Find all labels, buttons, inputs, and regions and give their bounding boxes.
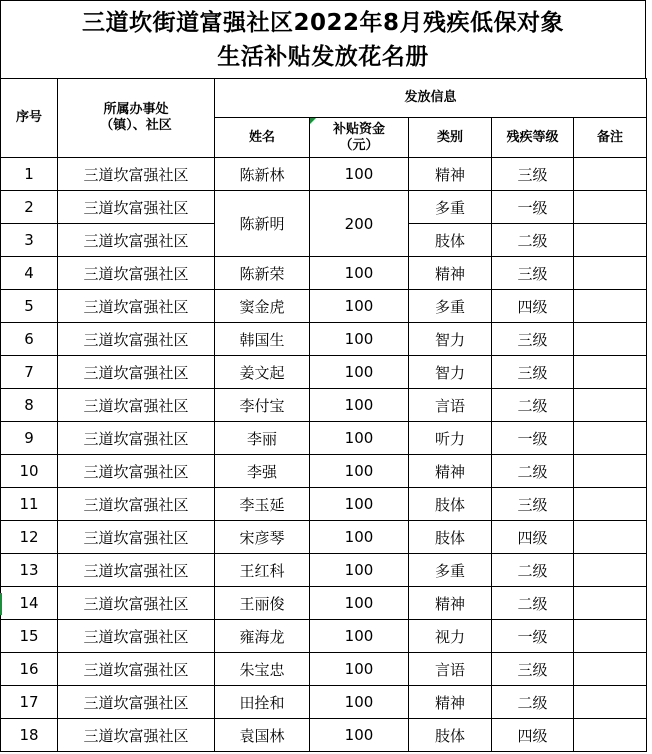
roster-body	[1, 158, 647, 752]
cell-amount[interactable]: 100	[310, 686, 409, 719]
table-row	[1, 191, 647, 224]
cell-type[interactable]: 多重	[409, 290, 492, 323]
table-row	[1, 422, 647, 455]
cell-name[interactable]: 朱宝忠	[215, 653, 310, 686]
table-row	[1, 587, 647, 620]
cell-note[interactable]	[574, 719, 647, 752]
cell-office[interactable]: 三道坎富强社区	[58, 554, 215, 587]
cell-amount[interactable]: 100	[310, 455, 409, 488]
cell-office[interactable]: 三道坎富强社区	[58, 587, 215, 620]
cell-seq[interactable]: 6	[1, 323, 58, 356]
cell-type[interactable]: 言语	[409, 653, 492, 686]
cell-level[interactable]: 二级	[492, 389, 574, 422]
cell-seq[interactable]: 9	[1, 422, 58, 455]
cell-office[interactable]: 三道坎富强社区	[58, 158, 215, 191]
cell-note[interactable]	[574, 587, 647, 620]
cell-amount-merged[interactable]: 200	[310, 191, 409, 257]
title-line-1: 三道坎街道富强社区2022年8月残疾低保对象	[81, 9, 565, 36]
cell-note[interactable]	[574, 290, 647, 323]
cell-amount[interactable]: 100	[310, 587, 409, 620]
cell-office[interactable]: 三道坎富强社区	[58, 422, 215, 455]
cell-office[interactable]: 三道坎富强社区	[58, 389, 215, 422]
cell-office[interactable]: 三道坎富强社区	[58, 620, 215, 653]
cell-type[interactable]: 肢体	[409, 521, 492, 554]
header-level[interactable]: 残疾等级	[492, 118, 574, 158]
cell-type[interactable]: 视力	[409, 620, 492, 653]
cell-office[interactable]: 三道坎富强社区	[58, 719, 215, 752]
table-row	[1, 653, 647, 686]
cell-seq[interactable]: 2	[1, 191, 58, 224]
cell-type[interactable]: 肢体	[409, 719, 492, 752]
cell-amount[interactable]: 100	[310, 290, 409, 323]
cell-level[interactable]: 一级	[492, 191, 574, 224]
cell-office[interactable]: 三道坎富强社区	[58, 488, 215, 521]
cell-type[interactable]: 肢体	[409, 224, 492, 257]
cell-type[interactable]: 精神	[409, 455, 492, 488]
table-row	[1, 389, 647, 422]
cell-name[interactable]: 王丽俊	[215, 587, 310, 620]
table-row	[1, 290, 647, 323]
cell-type[interactable]: 言语	[409, 389, 492, 422]
cell-note[interactable]	[574, 389, 647, 422]
cell-office[interactable]: 三道坎富强社区	[58, 224, 215, 257]
cell-seq[interactable]: 8	[1, 389, 58, 422]
cell-note[interactable]	[574, 686, 647, 719]
cell-seq[interactable]: 13	[1, 554, 58, 587]
cell-office[interactable]: 三道坎富强社区	[58, 191, 215, 224]
cell-type[interactable]: 智力	[409, 356, 492, 389]
cell-level[interactable]: 二级	[492, 686, 574, 719]
cell-name[interactable]: 田拴和	[215, 686, 310, 719]
header-amount-line1: 补贴资金	[332, 121, 385, 137]
cell-level[interactable]: 四级	[492, 290, 574, 323]
table-row	[1, 323, 647, 356]
cell-level[interactable]: 二级	[492, 224, 574, 257]
cell-level[interactable]: 三级	[492, 158, 574, 191]
cell-name[interactable]: 陈新林	[215, 158, 310, 191]
cell-seq[interactable]: 10	[1, 455, 58, 488]
cell-name[interactable]: 韩国生	[215, 323, 310, 356]
cell-office[interactable]: 三道坎富强社区	[58, 653, 215, 686]
cell-seq[interactable]: 4	[1, 257, 58, 290]
header-type[interactable]: 类别	[409, 118, 492, 158]
table-row	[1, 554, 647, 587]
cell-note[interactable]	[574, 422, 647, 455]
cell-office[interactable]: 三道坎富强社区	[58, 257, 215, 290]
header-note[interactable]: 备注	[574, 118, 647, 158]
header-seq[interactable]: 序号	[1, 79, 58, 158]
cell-amount[interactable]: 100	[310, 356, 409, 389]
cell-seq[interactable]: 15	[1, 620, 58, 653]
cell-note[interactable]	[574, 554, 647, 587]
cell-office[interactable]: 三道坎富强社区	[58, 356, 215, 389]
cell-note[interactable]	[574, 323, 647, 356]
cell-name[interactable]: 李丽	[215, 422, 310, 455]
cell-level[interactable]: 一级	[492, 422, 574, 455]
cell-level[interactable]: 四级	[492, 719, 574, 752]
table-row	[1, 356, 647, 389]
cell-level[interactable]: 二级	[492, 587, 574, 620]
cell-name[interactable]: 李付宝	[215, 389, 310, 422]
row-marker-indicator	[0, 593, 2, 615]
cell-name[interactable]: 陈新荣	[215, 257, 310, 290]
cell-name-merged[interactable]: 陈新明	[215, 191, 310, 257]
cell-amount[interactable]: 100	[310, 554, 409, 587]
cell-seq[interactable]: 3	[1, 224, 58, 257]
cell-type[interactable]: 多重	[409, 191, 492, 224]
cell-name[interactable]: 李强	[215, 455, 310, 488]
cell-seq[interactable]: 11	[1, 488, 58, 521]
cell-type[interactable]: 精神	[409, 686, 492, 719]
cell-name[interactable]: 宋彦琴	[215, 521, 310, 554]
cell-level[interactable]: 四级	[492, 521, 574, 554]
title-line-2: 生活补贴发放花名册	[217, 43, 429, 70]
cell-note[interactable]	[574, 488, 647, 521]
cell-note[interactable]	[574, 191, 647, 224]
table-row	[1, 158, 647, 191]
header-office-line2: （镇）、社区	[100, 118, 172, 133]
cell-seq[interactable]: 5	[1, 290, 58, 323]
cell-note[interactable]	[574, 158, 647, 191]
cell-name[interactable]: 王红科	[215, 554, 310, 587]
cell-type[interactable]: 听力	[409, 422, 492, 455]
cell-office[interactable]: 三道坎富强社区	[58, 455, 215, 488]
cell-office[interactable]: 三道坎富强社区	[58, 323, 215, 356]
cell-name[interactable]: 李玉延	[215, 488, 310, 521]
cell-amount[interactable]: 100	[310, 620, 409, 653]
cell-name[interactable]: 姜文起	[215, 356, 310, 389]
cell-level[interactable]: 三级	[492, 323, 574, 356]
header-office[interactable]	[58, 79, 215, 158]
cell-amount[interactable]: 100	[310, 719, 409, 752]
cell-amount[interactable]: 100	[310, 257, 409, 290]
cell-seq[interactable]: 16	[1, 653, 58, 686]
cell-note[interactable]	[574, 521, 647, 554]
header-office-line1: 所属办事处	[103, 102, 169, 117]
cell-level[interactable]: 一级	[492, 620, 574, 653]
cell-seq[interactable]: 17	[1, 686, 58, 719]
table-row	[1, 488, 647, 521]
cell-level[interactable]: 三级	[492, 653, 574, 686]
cell-seq[interactable]: 1	[1, 158, 58, 191]
cell-seq[interactable]: 7	[1, 356, 58, 389]
document-title	[0, 0, 646, 78]
cell-amount[interactable]: 100	[310, 521, 409, 554]
header-name[interactable]: 姓名	[215, 118, 310, 158]
cell-level[interactable]: 三级	[492, 488, 574, 521]
cell-note[interactable]	[574, 257, 647, 290]
cell-type[interactable]: 精神	[409, 587, 492, 620]
cell-level[interactable]: 二级	[492, 554, 574, 587]
cell-note[interactable]	[574, 653, 647, 686]
table-row	[1, 620, 647, 653]
cell-name[interactable]: 窦金虎	[215, 290, 310, 323]
cell-note[interactable]	[574, 455, 647, 488]
cell-note[interactable]	[574, 356, 647, 389]
header-amount-line2: （元）	[339, 137, 379, 153]
header-amount[interactable]	[310, 118, 409, 158]
cell-office[interactable]: 三道坎富强社区	[58, 290, 215, 323]
cell-amount[interactable]: 100	[310, 158, 409, 191]
cell-type[interactable]: 智力	[409, 323, 492, 356]
cell-type[interactable]: 多重	[409, 554, 492, 587]
cell-amount[interactable]: 100	[310, 653, 409, 686]
table-row	[1, 455, 647, 488]
table-row	[1, 686, 647, 719]
cell-name[interactable]: 袁国林	[215, 719, 310, 752]
cell-type[interactable]: 肢体	[409, 488, 492, 521]
cell-note[interactable]	[574, 224, 647, 257]
cell-name[interactable]: 雍海龙	[215, 620, 310, 653]
table-row	[1, 521, 647, 554]
cell-seq[interactable]: 14	[1, 587, 58, 620]
header-group-distribution[interactable]: 发放信息	[215, 79, 647, 118]
cell-seq[interactable]: 18	[1, 719, 58, 752]
cell-note[interactable]	[574, 620, 647, 653]
table-row	[1, 257, 647, 290]
cell-amount[interactable]: 100	[310, 323, 409, 356]
cell-amount[interactable]: 100	[310, 488, 409, 521]
cell-amount[interactable]: 100	[310, 422, 409, 455]
cell-office[interactable]: 三道坎富强社区	[58, 686, 215, 719]
cell-level[interactable]: 二级	[492, 455, 574, 488]
cell-type[interactable]: 精神	[409, 158, 492, 191]
header-row-top	[1, 79, 647, 118]
cell-seq[interactable]: 12	[1, 521, 58, 554]
cell-office[interactable]: 三道坎富强社区	[58, 521, 215, 554]
cell-level[interactable]: 三级	[492, 257, 574, 290]
cell-amount[interactable]: 100	[310, 389, 409, 422]
cell-level[interactable]: 三级	[492, 356, 574, 389]
roster-table	[0, 78, 647, 752]
cell-type[interactable]: 精神	[409, 257, 492, 290]
table-row	[1, 719, 647, 752]
